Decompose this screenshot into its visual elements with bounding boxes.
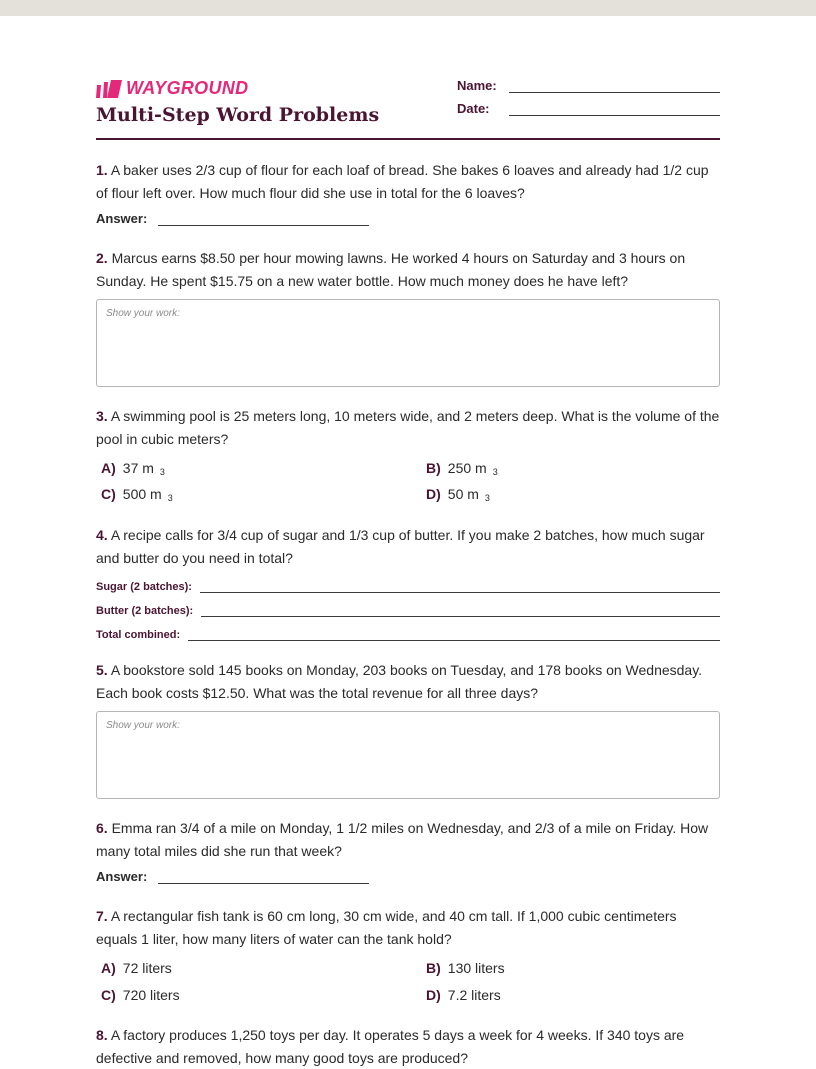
work-placeholder: Show your work: — [106, 308, 180, 319]
date-label: Date: — [457, 101, 490, 116]
option-value: 72 liters — [122, 960, 172, 976]
question-number: 3. — [96, 408, 108, 424]
option-c[interactable] — [101, 987, 180, 1003]
option-letter: A) — [101, 460, 116, 476]
butter-label: Butter (2 batches): — [96, 605, 194, 617]
option-a[interactable] — [101, 960, 172, 976]
name-field[interactable] — [509, 80, 720, 93]
option-letter: D) — [426, 486, 441, 502]
option-b[interactable] — [426, 960, 505, 976]
question-7 — [96, 905, 720, 950]
option-value: 37 m — [122, 460, 154, 476]
date-field[interactable] — [509, 103, 720, 116]
brand-name: WAYGROUND — [126, 78, 249, 98]
question-5 — [96, 659, 720, 704]
question-8 — [96, 1024, 720, 1069]
sugar-field[interactable] — [200, 580, 720, 593]
question-3 — [96, 405, 720, 450]
date-row — [457, 101, 720, 116]
answer-label: Answer: — [96, 211, 148, 226]
header-divider — [96, 138, 720, 140]
question-text: A rectangular fish tank is 60 cm long, 30 cm wide, and 40 cm tall. If 1,000 cubic centimeters equals 1 liter, how many liters of water can the tank hold? — [96, 908, 677, 947]
option-d[interactable] — [426, 486, 490, 502]
option-value: 130 liters — [447, 960, 505, 976]
option-letter: B) — [426, 960, 441, 976]
question-number: 1. — [96, 162, 108, 178]
option-c[interactable] — [101, 486, 173, 502]
total-label: Total combined: — [96, 629, 181, 641]
question-number: 5. — [96, 662, 108, 678]
answer-row-1 — [96, 211, 369, 226]
option-d[interactable] — [426, 987, 501, 1003]
butter-field[interactable] — [201, 604, 720, 617]
option-letter: A) — [101, 960, 116, 976]
option-value: 250 m — [447, 460, 487, 476]
sugar-label: Sugar (2 batches): — [96, 581, 192, 593]
option-superscript: 3 — [492, 467, 498, 477]
option-value: 50 m — [447, 486, 479, 502]
option-value: 7.2 liters — [447, 987, 501, 1003]
option-letter: C) — [101, 486, 116, 502]
question-number: 6. — [96, 820, 108, 836]
question-number: 4. — [96, 527, 108, 543]
total-field[interactable] — [188, 628, 720, 641]
option-value: 500 m — [122, 486, 162, 502]
question-4 — [96, 524, 720, 569]
question-text: A baker uses 2/3 cup of flour for each loaf of bread. She bakes 6 loaves and already had 1/2 cup of flour left over. How much flour did she use in total for the 6 loaves? — [96, 162, 709, 201]
question-6 — [96, 817, 720, 862]
question-text: A factory produces 1,250 toys per day. It operates 5 days a week for 4 weeks. If 340 toys are defective and removed, how many good toys are produced? — [96, 1027, 685, 1066]
question-text: A swimming pool is 25 meters long, 10 meters wide, and 2 meters deep. What is the volume of the pool in cubic meters? — [96, 408, 720, 447]
name-label: Name: — [457, 78, 497, 93]
option-superscript: 3 — [167, 493, 173, 503]
work-box[interactable] — [96, 299, 720, 387]
top-bar — [0, 0, 816, 16]
option-letter: D) — [426, 987, 441, 1003]
question-text: Marcus earns $8.50 per hour mowing lawns. He worked 4 hours on Saturday and 3 hours on Sunday. He spent $15.75 on a new water bottle. How much money does he have left? — [96, 250, 686, 289]
butter-row — [96, 604, 720, 617]
question-text: A bookstore sold 145 books on Monday, 203 books on Tuesday, and 178 books on Wednesday. Each book costs $12.50. What was the total revenue for all three days? — [96, 662, 703, 701]
question-2 — [96, 247, 720, 292]
option-b[interactable] — [426, 460, 498, 476]
question-number: 8. — [96, 1027, 108, 1043]
name-row — [457, 78, 720, 93]
answer-field[interactable] — [158, 869, 369, 884]
option-letter: C) — [101, 987, 116, 1003]
question-number: 7. — [96, 908, 108, 924]
answer-label: Answer: — [96, 869, 148, 884]
option-a[interactable] — [101, 460, 165, 476]
answer-row-6 — [96, 869, 369, 884]
option-letter: B) — [426, 460, 441, 476]
question-text: A recipe calls for 3/4 cup of sugar and 1/3 cup of butter. If you make 2 batches, how much sugar and butter do you need in total? — [96, 527, 705, 566]
brand-logo — [96, 78, 248, 99]
work-box[interactable] — [96, 711, 720, 799]
option-superscript: 3 — [159, 467, 165, 477]
option-superscript: 3 — [484, 493, 490, 503]
question-1 — [96, 159, 720, 204]
wayground-logo-icon — [96, 79, 122, 99]
work-placeholder: Show your work: — [106, 720, 180, 731]
worksheet-title: Multi-Step Word Problems — [96, 104, 380, 126]
option-value: 720 liters — [122, 987, 180, 1003]
sugar-row — [96, 580, 720, 593]
answer-field[interactable] — [158, 211, 369, 226]
question-text: Emma ran 3/4 of a mile on Monday, 1 1/2 miles on Wednesday, and 2/3 of a mile on Friday. How many total miles did she run that week? — [96, 820, 709, 859]
total-row — [96, 628, 720, 641]
question-number: 2. — [96, 250, 108, 266]
